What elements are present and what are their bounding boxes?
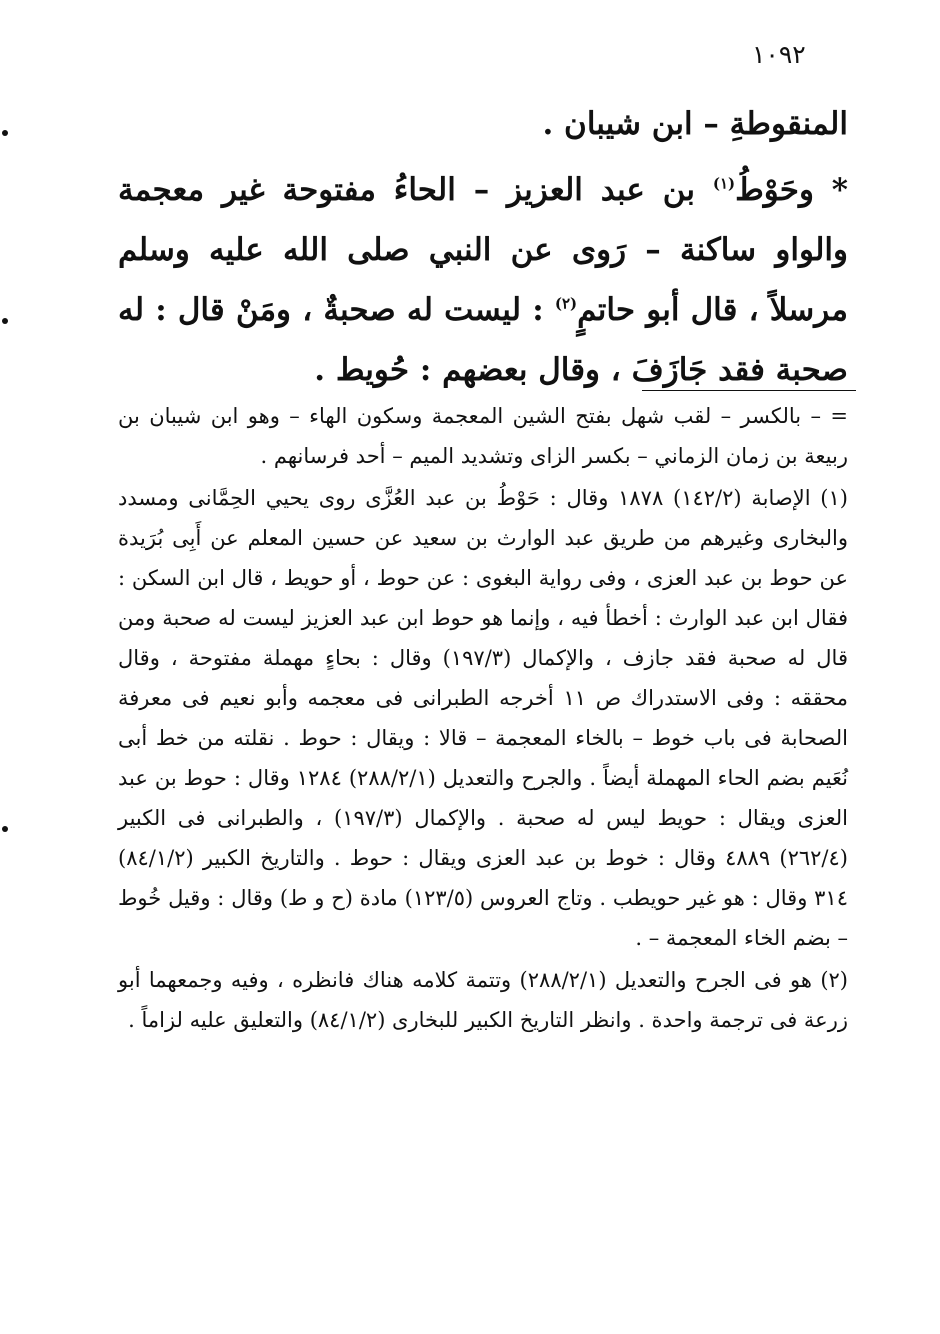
footnote-1-ref: (١) bbox=[712, 174, 736, 193]
continued-line: المنقوطةِ – ابن شيبان . bbox=[542, 106, 848, 142]
entry-marker: * bbox=[831, 172, 849, 208]
binding-hole-mark bbox=[2, 826, 8, 832]
footnotes bbox=[118, 396, 848, 1042]
page-number: ١٠٩٢ bbox=[752, 40, 806, 69]
footnote-2-ref: (٢) bbox=[554, 294, 578, 313]
entry-paragraph bbox=[118, 160, 848, 400]
footnote-separator bbox=[642, 390, 856, 391]
binding-hole-mark bbox=[2, 130, 8, 136]
entry-text-a: بن عبد العزيز – الحاءُ مفتوحة غير معجمة والواو ساكنة – رَوى عن النبي صلى الله عليه وسلم مرسلاً ، قال أبو حاتمٍ bbox=[118, 172, 848, 328]
entry-name: وحَوْطُ bbox=[735, 172, 814, 208]
entry-text-b: : ليست له صحبةٌ ، ومَنْ قال : له صحبة فقد جَازَفَ ، وقال بعضهم : حُويط . bbox=[118, 292, 848, 388]
footnote-carryover: = – بالكسر – لقب شهل بفتح الشين المعجمة وسكون الهاء – وهو ابن شيبان بن ربيعة بن زمان الزماني – بكسر الزاى وتشديد الميم – أحد فرسانهم . bbox=[118, 404, 848, 468]
footnote-1: (١) الإصابة (١٤٢/٢) ١٨٧٨ وقال : حَوْطُ بن عبد العُزَّى روى يحيي الحِمَّانى ومسدد والبخارى وغيرهم من طريق عبد الوارث بن سعيد عن حسين المعلم عن أَبِى بُرَيدة عن حوط بن عبد العزى ، وفى رواية البغوى : عن حوط ، أو حويط ، قال ابن السكن : فقال ابن عبد الوارث : أخطأ فيه ، وإنما هو حوط ابن عبد العزيز ليست له صحبة ومن قال له صحبة فقد جازف ، والإكمال (١٩٧/٣) وقال : بحاءٍ مهملة مفتوحة ، وقال محققه : وفى الاستدراك ص ١١ أخرجه الطبرانى فى معجمه وأبو نعيم فى معرفة الصحابة فى باب خوط – بالخاء المعجمة – قالا : ويقال : حوط . نقلته من خط أبى نُعَيم بضم الحاء المهملة أيضاً . والجرح والتعديل (٢٨٨/٢/١) ١٢٨٤ وقال : حوط بن عبد العزى ويقال : حويط ليس له صحبة . والإكمال (١٩٧/٣) ، والطبرانى فى الكبير (٢٦٢/٤) ٤٨٨٩ وقال : خوط بن عبد العزى ويقال : حوط . والتاريخ الكبير (٨٤/١/٢) ٣١٤ وقال : هو غير حويطب . وتاج العروس (١٢٣/٥) مادة (ح و ط) وقال : وقيل خُوط – بضم الخاء المعجمة – . bbox=[118, 486, 848, 950]
main-text bbox=[118, 94, 848, 400]
binding-hole-mark bbox=[2, 318, 8, 324]
footnote-2: (٢) هو فى الجرح والتعديل (٢٨٨/٢/١) وتتمة كلامه هناك فانظره ، وفيه وجمعهما أبو زرعة فى ترجمة واحدة . وانظر التاريخ الكبير للبخارى (٨٤/١/٢) والتعليق عليه لزاماً . bbox=[118, 968, 848, 1032]
